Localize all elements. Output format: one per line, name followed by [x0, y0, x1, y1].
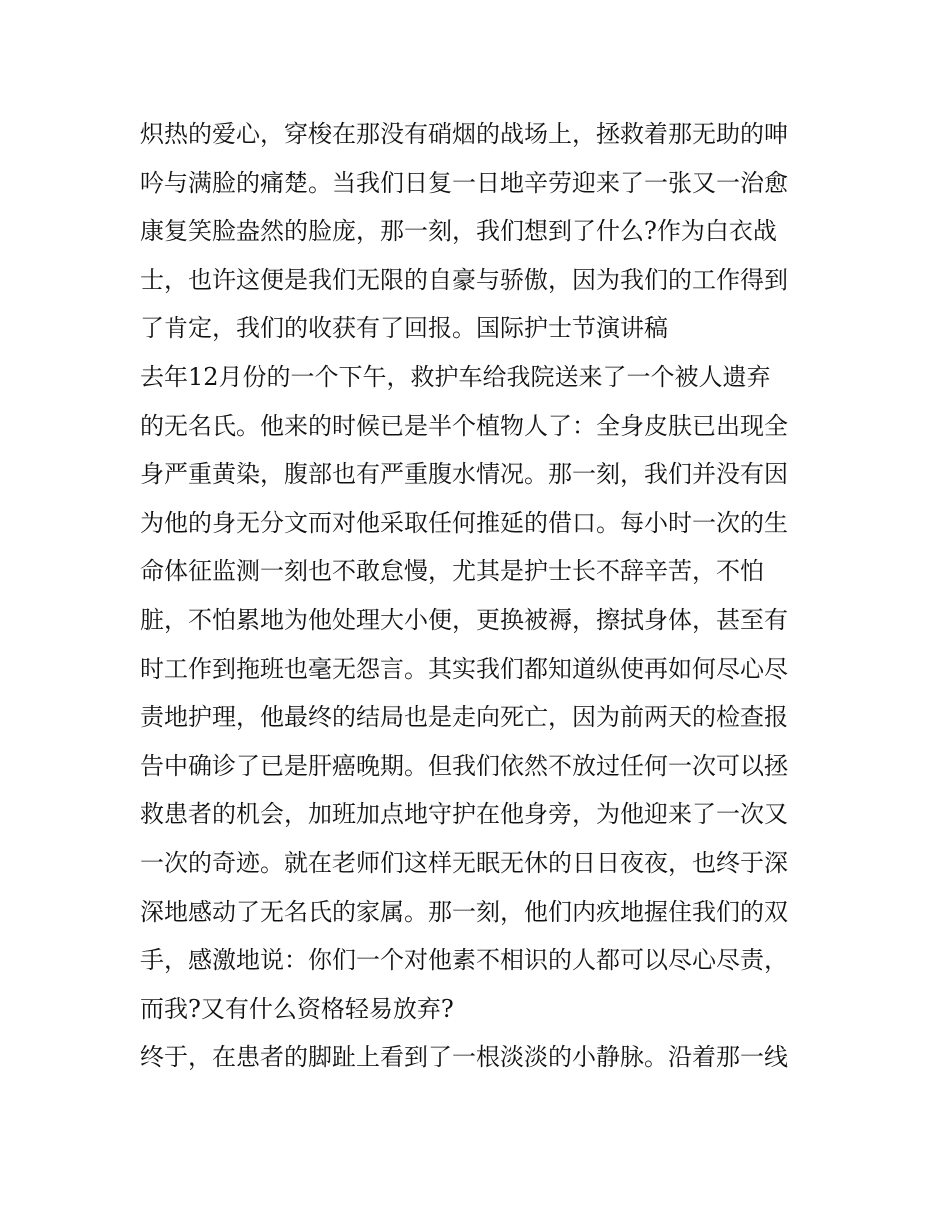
text-line: 终于，在患者的脚趾上看到了一根淡淡的小静脉。沿着那一线	[140, 1043, 788, 1072]
text-line: 手，感激地说：你们一个对他素不相识的人都可以尽心尽责，	[140, 946, 788, 975]
text-line: 深地感动了无名氏的家属。那一刻，他们内疚地握住我们的双	[140, 897, 788, 926]
text-line: 去年12月份的一个下午，救护车给我院送来了一个被人遗弃	[140, 362, 771, 391]
text-line: 时工作到拖班也毫无怨言。其实我们都知道纵使再如何尽心尽	[140, 654, 788, 683]
text-line: 命体征监测一刻也不敢怠慢，尤其是护士长不辞辛苦，不怕	[140, 557, 764, 586]
text-line: 救患者的机会，加班加点地守护在他身旁，为他迎来了一次又	[140, 800, 788, 829]
text-line: 了肯定，我们的收获有了回报。国际护士节演讲稿	[140, 314, 668, 343]
text-line: 炽热的爱心，穿梭在那没有硝烟的战场上，拯救着那无助的呻	[140, 120, 788, 148]
text-line: 的无名氏。他来的时候已是半个植物人了：全身皮肤已出现全	[140, 411, 788, 440]
text-line: 康复笑脸盎然的脸庞，那一刻，我们想到了什么?作为白衣战	[140, 217, 777, 246]
text-line: 为他的身无分文而对他采取任何推延的借口。每小时一次的生	[140, 508, 788, 537]
text-line: 告中确诊了已是肝癌晚期。但我们依然不放过任何一次可以拯	[140, 751, 788, 780]
text-line: 责地护理，他最终的结局也是走向死亡，因为前两天的检查报	[140, 703, 788, 732]
text-line: 而我?又有什么资格轻易放弃?	[140, 994, 454, 1023]
text-line: 身严重黄染，腹部也有严重腹水情况。那一刻，我们并没有因	[140, 460, 788, 489]
text-line: 士，也许这便是我们无限的自豪与骄傲，因为我们的工作得到	[140, 265, 788, 294]
text-line: 脏，不怕累地为他处理大小便，更换被褥，擦拭身体，甚至有	[140, 605, 788, 634]
text-line: 吟与满脸的痛楚。当我们日复一日地辛劳迎来了一张又一治愈	[140, 168, 788, 197]
document-body	[140, 110, 815, 1082]
text-line: 一次的奇迹。就在老师们这样无眠无休的日日夜夜，也终于深	[140, 848, 788, 877]
